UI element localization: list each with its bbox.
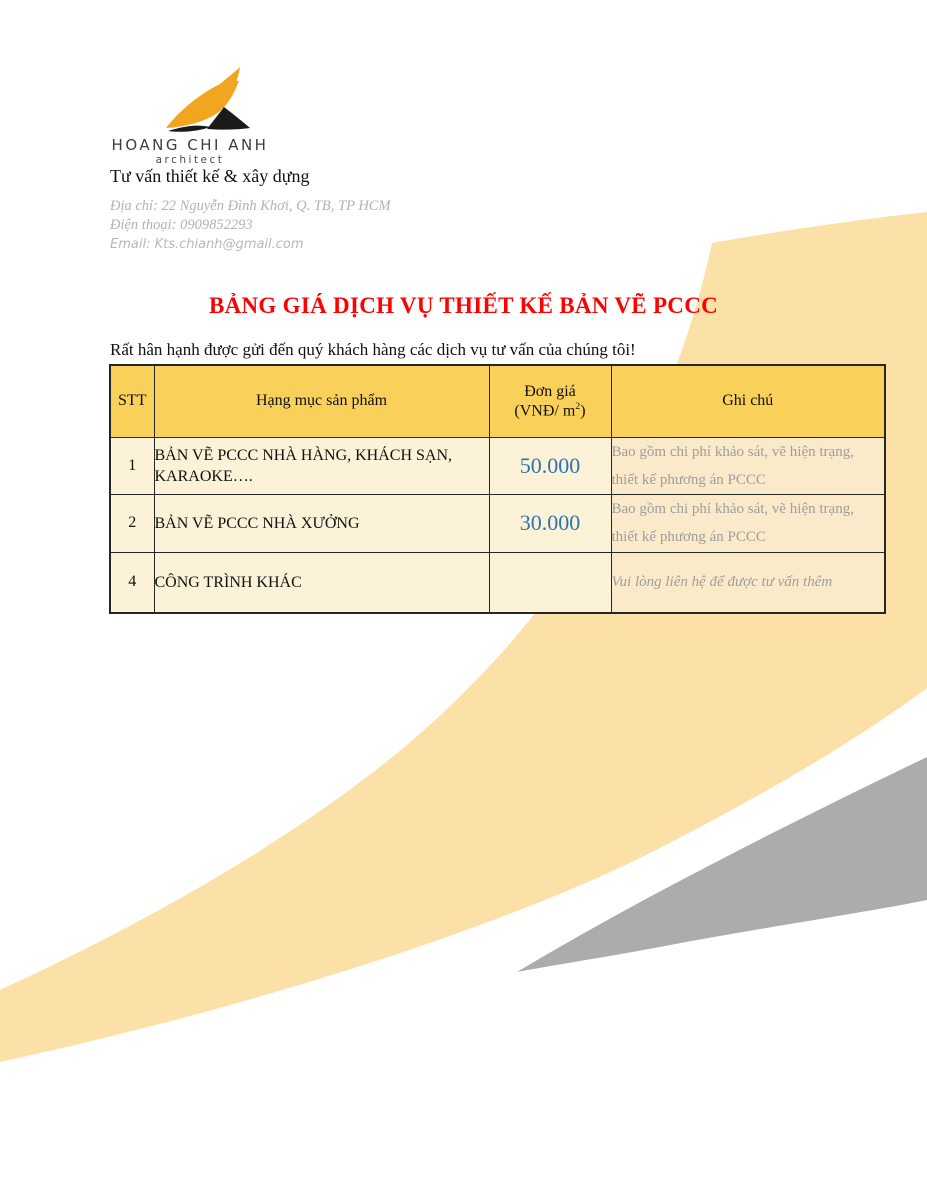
row-price: 50.000 — [489, 437, 611, 494]
contact-block — [110, 197, 391, 254]
row-stt: 4 — [110, 552, 154, 613]
header-price-unit: (VNĐ/ $m^2$) — [514, 400, 586, 419]
header-price-line1: Đơn giá — [524, 382, 576, 400]
header-item: Hạng mục sản phẩm — [154, 365, 489, 437]
header-note: Ghi chú — [611, 365, 885, 437]
contact-address: Địa chỉ: 22 Nguyễn Đình Khơi, Q. TB, TP HCM — [110, 198, 391, 214]
company-tagline: Tư vấn thiết kế & xây dựng — [110, 166, 310, 186]
row-price: 30.000 — [489, 494, 611, 552]
row-stt: 1 — [110, 437, 154, 494]
header-price — [489, 365, 611, 437]
row-note: Bao gồm chi phí khảo sát, vẽ hiện trạng, thiết kế phương án PCCC — [611, 494, 885, 552]
table-row — [110, 552, 885, 613]
contact-email: Email: Kts.chianh@gmail.com — [110, 237, 304, 252]
price-table — [109, 364, 886, 614]
table-header-row — [110, 365, 885, 437]
row-item: BẢN VẼ PCCC NHÀ HÀNG, KHÁCH SẠN, KARAOKE…. — [154, 437, 489, 494]
row-item: BẢN VẼ PCCC NHÀ XƯỞNG — [154, 494, 489, 552]
brand-subtitle: architect — [155, 154, 225, 166]
contact-phone: Điện thoại: 0909852293 — [110, 217, 253, 233]
header-stt: STT — [110, 365, 154, 437]
table-row — [110, 494, 885, 552]
page-title: BẢNG GIÁ DỊCH VỤ THIẾT KẾ BẢN VẼ PCCC — [208, 293, 719, 318]
row-note: Bao gồm chi phí khảo sát, vẽ hiện trạng, thiết kế phương án PCCC — [611, 437, 885, 494]
brand-name: HOANG CHI ANH — [111, 136, 269, 154]
company-logo — [158, 64, 260, 136]
row-note: Vui lòng liên hệ để được tư vấn thêm — [611, 552, 885, 613]
intro-text: Rất hân hạnh được gửi đến quý khách hàng các dịch vụ tư vấn của chúng tôi! — [110, 340, 636, 359]
table-row — [110, 437, 885, 494]
row-stt: 2 — [110, 494, 154, 552]
row-price — [489, 552, 611, 613]
row-item: CÔNG TRÌNH KHÁC — [154, 552, 489, 613]
